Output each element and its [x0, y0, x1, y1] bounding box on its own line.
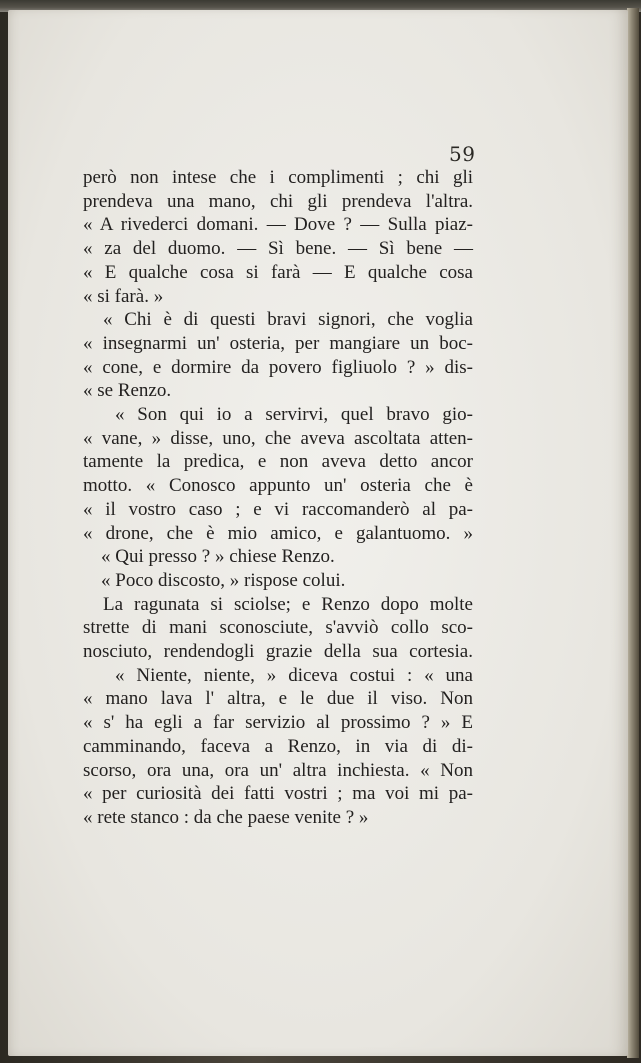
text-line: « vane, » disse, uno, che aveva ascoltata atten- — [83, 427, 473, 449]
text-line: La ragunata si sciolse; e Renzo dopo molte — [103, 593, 473, 615]
text-line: « se Renzo. — [83, 380, 172, 402]
text-line: camminando, faceva a Renzo, in via di di- — [83, 735, 473, 757]
text-line: « E qualche cosa si farà — E qualche cosa — [83, 261, 473, 283]
page-number: 59 — [449, 142, 476, 166]
text-line: motto. « Conosco appunto un' osteria che è — [83, 475, 473, 497]
text-line: tamente la predica, e non aveva detto ancor — [83, 451, 473, 473]
body-text — [83, 166, 473, 830]
book-page-edges — [627, 8, 639, 1058]
text-line: « cone, e dormire da povero figliuolo ? » dis- — [83, 356, 473, 378]
text-line: « drone, che è mio amico, e galantuomo. » — [83, 522, 473, 544]
text-line: prendeva una mano, chi gli prendeva l'altra. — [83, 190, 473, 212]
text-line: strette di mani sconosciute, s'avviò collo sco- — [83, 617, 473, 639]
text-line: « Son qui io a servirvi, quel bravo gio- — [115, 404, 473, 426]
text-line: « Poco discosto, » rispose colui. — [101, 569, 346, 591]
text-line: « Chi è di questi bravi signori, che voglia — [103, 309, 473, 331]
text-line: « s' ha egli a far servizio al prossimo ? » E — [83, 712, 473, 734]
text-line: « il vostro caso ; e vi raccomanderò al pa- — [83, 498, 473, 520]
text-line: « per curiosità dei fatti vostri ; ma voi mi pa- — [83, 783, 473, 805]
text-line: « mano lava l' altra, e le due il viso. Non — [83, 688, 473, 710]
text-line: scorso, ora una, ora un' altra inchiesta. « Non — [83, 759, 473, 781]
text-line: « za del duomo. — Sì bene. — Sì bene — — [83, 238, 473, 260]
text-line: « Qui presso ? » chiese Renzo. — [101, 546, 335, 568]
text-line: « rete stanco : da che paese venite ? » — [83, 806, 369, 828]
text-line: « A rivederci domani. — Dove ? — Sulla piaz- — [83, 214, 473, 236]
text-line: però non intese che i complimenti ; chi gli — [83, 167, 473, 188]
text-line: « Niente, niente, » diceva costui : « una — [115, 664, 473, 686]
text-line: « insegnarmi un' osteria, per mangiare un boc- — [83, 332, 473, 354]
text-line: « si farà. » — [83, 285, 164, 307]
text-line: nosciuto, rendendogli grazie della sua cortesia. — [83, 641, 473, 663]
